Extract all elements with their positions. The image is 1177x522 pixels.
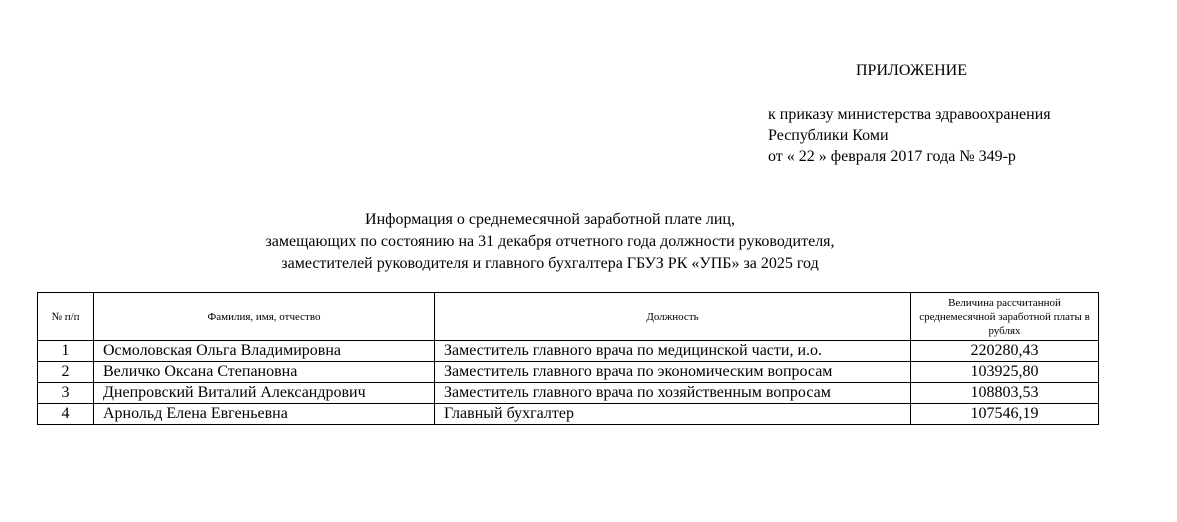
order-reference-line: от « 22 » февраля 2017 года № 349-р: [768, 148, 1016, 165]
row-position: Главный бухгалтер: [435, 404, 911, 425]
table-row: [38, 341, 1099, 362]
header-amount: Величина рассчитанной среднемесячной заработной платы в рублях: [911, 293, 1099, 341]
row-amount: 107546,19: [911, 404, 1099, 425]
order-reference-line: к приказу министерства здравоохранения: [768, 106, 1051, 123]
salary-table: [37, 292, 1099, 425]
row-number: 1: [38, 341, 94, 362]
order-reference-line: Республики Коми: [768, 127, 889, 144]
document-heading-line: замещающих по состоянию на 31 декабря отчетного года должности руководителя,: [265, 233, 835, 250]
table-row: [38, 404, 1099, 425]
appendix-title: ПРИЛОЖЕНИЕ: [856, 62, 968, 79]
row-position: Заместитель главного врача по экономическим вопросам: [435, 362, 911, 383]
row-number: 2: [38, 362, 94, 383]
row-amount: 103925,80: [911, 362, 1099, 383]
header-number: № п/п: [38, 293, 94, 341]
document-heading-line: Информация о среднемесячной заработной плате лиц,: [365, 211, 735, 228]
row-name: Арнольд Елена Евгеньевна: [94, 404, 435, 425]
table-row: [38, 362, 1099, 383]
header-position: Должность: [435, 293, 911, 341]
table-header-row: [38, 293, 1099, 341]
document-heading-line: заместителей руководителя и главного бухгалтера ГБУЗ РК «УПБ» за 2025 год: [281, 255, 819, 272]
row-position: Заместитель главного врача по хозяйственным вопросам: [435, 383, 911, 404]
row-number: 3: [38, 383, 94, 404]
row-position: Заместитель главного врача по медицинской части, и.о.: [435, 341, 911, 362]
table-row: [38, 383, 1099, 404]
row-name: Днепровский Виталий Александрович: [94, 383, 435, 404]
header-name: Фамилия, имя, отчество: [94, 293, 435, 341]
document-heading: [150, 209, 950, 275]
order-reference: [768, 104, 1051, 167]
row-amount: 220280,43: [911, 341, 1099, 362]
row-number: 4: [38, 404, 94, 425]
row-amount: 108803,53: [911, 383, 1099, 404]
row-name: Осмоловская Ольга Владимировна: [94, 341, 435, 362]
row-name: Величко Оксана Степановна: [94, 362, 435, 383]
